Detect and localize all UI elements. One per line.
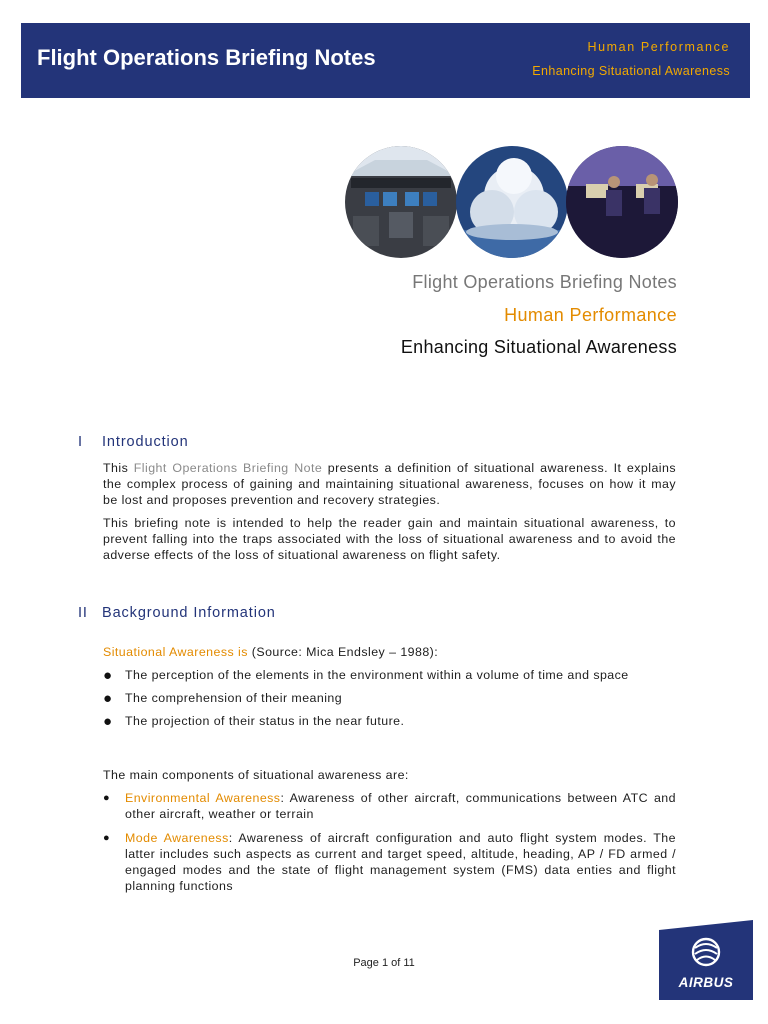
intro-paragraph-1	[103, 460, 676, 508]
bullet-icon: ●	[103, 792, 111, 804]
list-item-text: The perception of the elements in the environment within a volume of time and space	[125, 668, 629, 682]
header-banner	[21, 23, 750, 98]
list-item	[103, 713, 676, 729]
intro-paragraph-2: This briefing note is intended to help the reader gain and maintain situational awareness, to prevent falling into the traps associated with the loss of situational awareness and to avoid the adverse effects of the loss of situational awareness on flight safety.	[103, 516, 676, 562]
cover-topic: Enhancing Situational Awareness	[400, 337, 677, 357]
definition-list	[103, 667, 676, 729]
cockpit-photo	[345, 146, 457, 258]
bullet-icon: ●	[103, 667, 113, 684]
list-item-text: The comprehension of their meaning	[125, 691, 343, 705]
list-item	[103, 790, 676, 822]
airbus-logo	[659, 920, 753, 1000]
component-term: Mode Awareness	[125, 831, 229, 845]
bullet-icon: ●	[103, 832, 111, 844]
cover-title-block	[401, 272, 677, 358]
header-topic: Enhancing Situational Awareness	[532, 64, 730, 78]
components-list	[103, 790, 676, 894]
header-title: Flight Operations Briefing Notes	[37, 45, 376, 70]
section-title: Background Information	[102, 605, 276, 621]
cover-series-title: Flight Operations Briefing Notes	[412, 272, 677, 292]
header-category: Human Performance	[587, 40, 730, 54]
bullet-icon: ●	[103, 690, 113, 707]
cloud-photo	[456, 146, 568, 258]
section-heading-background	[78, 605, 276, 621]
components-intro: The main components of situational awareness are:	[103, 768, 409, 782]
component-text: : Awareness of other aircraft, communications between ATC and other aircraft, weather or terrain	[125, 791, 676, 821]
page-number: Page 1 of 11	[353, 957, 415, 969]
logo-text: AIRBUS	[678, 975, 734, 990]
section-number: I	[78, 434, 83, 450]
list-item	[103, 667, 676, 683]
intro-text: This	[103, 461, 134, 475]
definition-term: Situational Awareness is	[103, 645, 248, 659]
bullet-icon: ●	[103, 713, 113, 730]
section-heading-introduction	[78, 434, 189, 450]
list-item-text: The projection of their status in the near future.	[125, 714, 405, 728]
component-term: Environmental Awareness	[125, 791, 281, 805]
definition-source: (Source: Mica Endsley – 1988):	[247, 645, 439, 659]
section-number: II	[78, 605, 88, 621]
cover-category: Human Performance	[504, 305, 677, 325]
list-item	[103, 690, 676, 706]
definition-line	[103, 644, 676, 660]
intro-highlight: Flight Operations Briefing Note	[133, 461, 323, 475]
component-text: : Awareness of aircraft configuration and auto flight system modes. The latter includes such aspects as current and target speed, altitude, heading, AP / FD armed / engaged modes and the state of flight management system (FMS) data enties and flight planning functions	[125, 831, 676, 893]
pilots-photo	[566, 146, 678, 258]
section-title: Introduction	[102, 434, 189, 450]
cover-photos	[345, 146, 679, 260]
intro-text-rest: presents a definition of situational awareness. It explains the complex process of gaining and maintaining situational awareness, focuses on how it may be lost and proposes prevention and recovery strategies.	[103, 461, 676, 507]
list-item	[103, 830, 676, 894]
